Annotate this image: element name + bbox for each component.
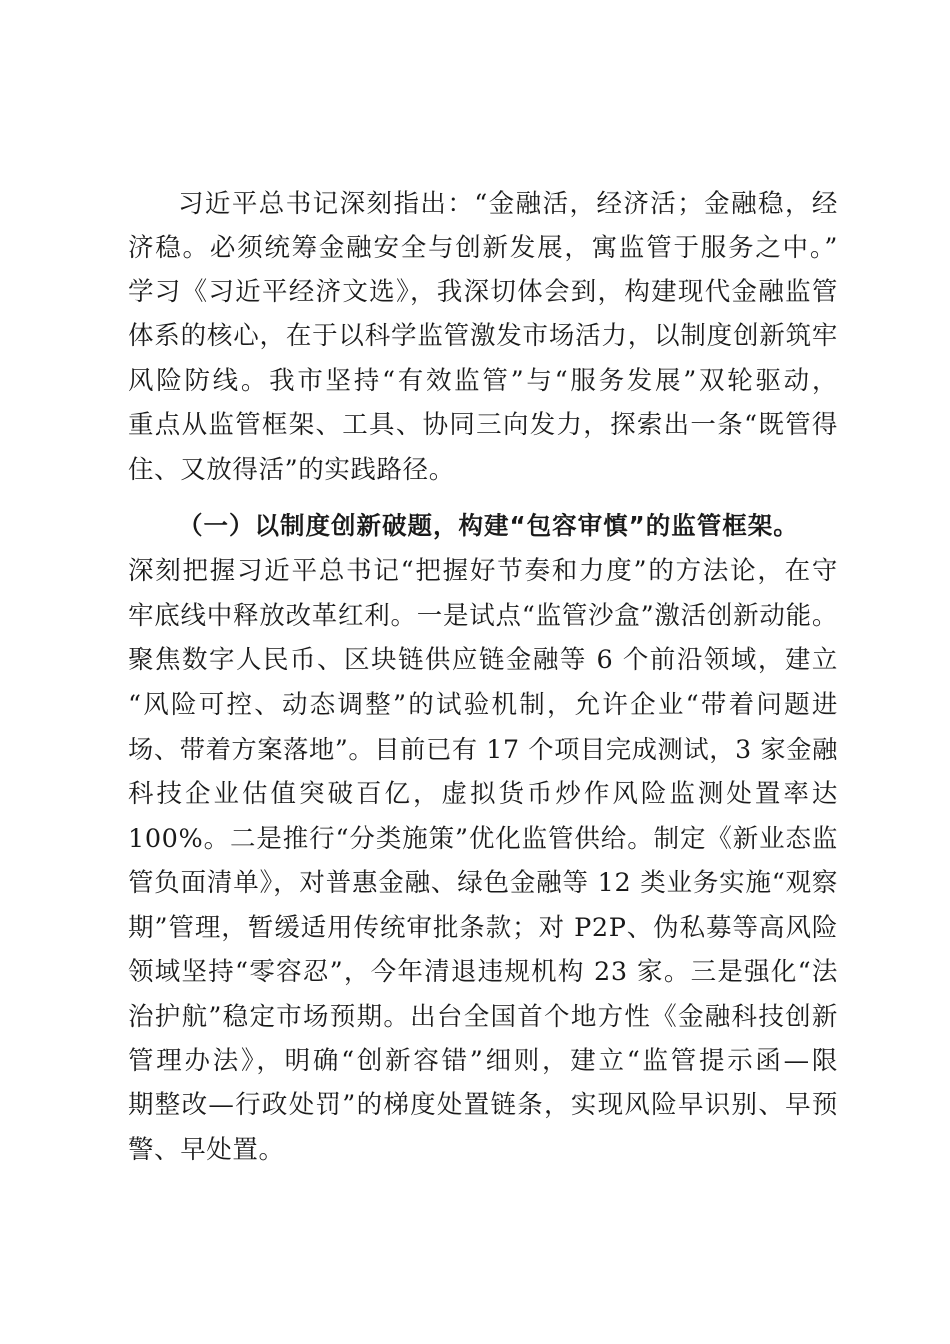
- paragraph-1-line-2: 济稳。必须统筹金融安全与创新发展，寓监管于服务之中。”: [128, 233, 838, 263]
- paragraph-2-line-1: 深刻把握习近平总书记“把握好节奏和力度”的方法论，在守: [128, 556, 838, 586]
- paragraph-1-line-6: 重点从监管框架、工具、协同三向发力，探索出一条“既管得: [128, 410, 838, 440]
- paragraph-1-line-5: 风险防线。我市坚持“有效监管”与“服务发展”双轮驱动，: [128, 366, 838, 396]
- paragraph-1-line-7: 住、又放得活”的实践路径。: [128, 455, 455, 485]
- paragraph-2-line-14: 警、早处置。: [128, 1135, 285, 1165]
- paragraph-1-line-1: 习近平总书记深刻指出：“金融活，经济活；金融稳，经: [178, 189, 838, 219]
- paragraph-2-line-11: 治护航”稳定市场预期。出台全国首个地方性《金融科技创新: [128, 1002, 838, 1032]
- paragraph-2-line-8: 管负面清单》，对普惠金融、绿色金融等 12 类业务实施“观察: [128, 868, 838, 898]
- paragraph-2-line-5: 场、带着方案落地”。目前已有 17 个项目完成测试，3 家金融: [128, 735, 838, 764]
- paragraph-2-line-7: 100%。二是推行“分类施策”优化监管供给。制定《新业态监: [128, 824, 838, 854]
- paragraph-2-line-9: 期”管理，暂缓适用传统审批条款；对 P2P、伪私募等高风险: [128, 913, 838, 943]
- paragraph-2-line-12: 管理办法》，明确“创新容错”细则，建立“监管提示函—限: [128, 1046, 838, 1076]
- paragraph-2-line-4: “风险可控、动态调整”的试验机制，允许企业“带着问题进: [128, 690, 838, 720]
- paragraph-2-line-10: 领域坚持“零容忍”，今年清退违规机构 23 家。三是强化“法: [128, 957, 838, 987]
- section-heading: （一）以制度创新破题，构建“包容审慎”的监管框架。: [178, 511, 799, 540]
- paragraph-2-line-2: 牢底线中释放改革红利。一是试点“监管沙盒”激活创新动能。: [128, 601, 838, 631]
- paragraph-2-line-13: 期整改—行政处罚”的梯度处置链条，实现风险早识别、早预: [128, 1090, 838, 1120]
- paragraph-2-line-6: 科技企业估值突破百亿，虚拟货币炒作风险监测处置率达: [128, 779, 838, 809]
- paragraph-2-line-3: 聚焦数字人民币、区块链供应链金融等 6 个前沿领域，建立: [128, 645, 838, 675]
- paragraph-1-line-4: 体系的核心，在于以科学监管激发市场活力，以制度创新筑牢: [128, 321, 838, 351]
- paragraph-1-line-3: 学习《习近平经济文选》，我深切体会到，构建现代金融监管: [128, 277, 838, 307]
